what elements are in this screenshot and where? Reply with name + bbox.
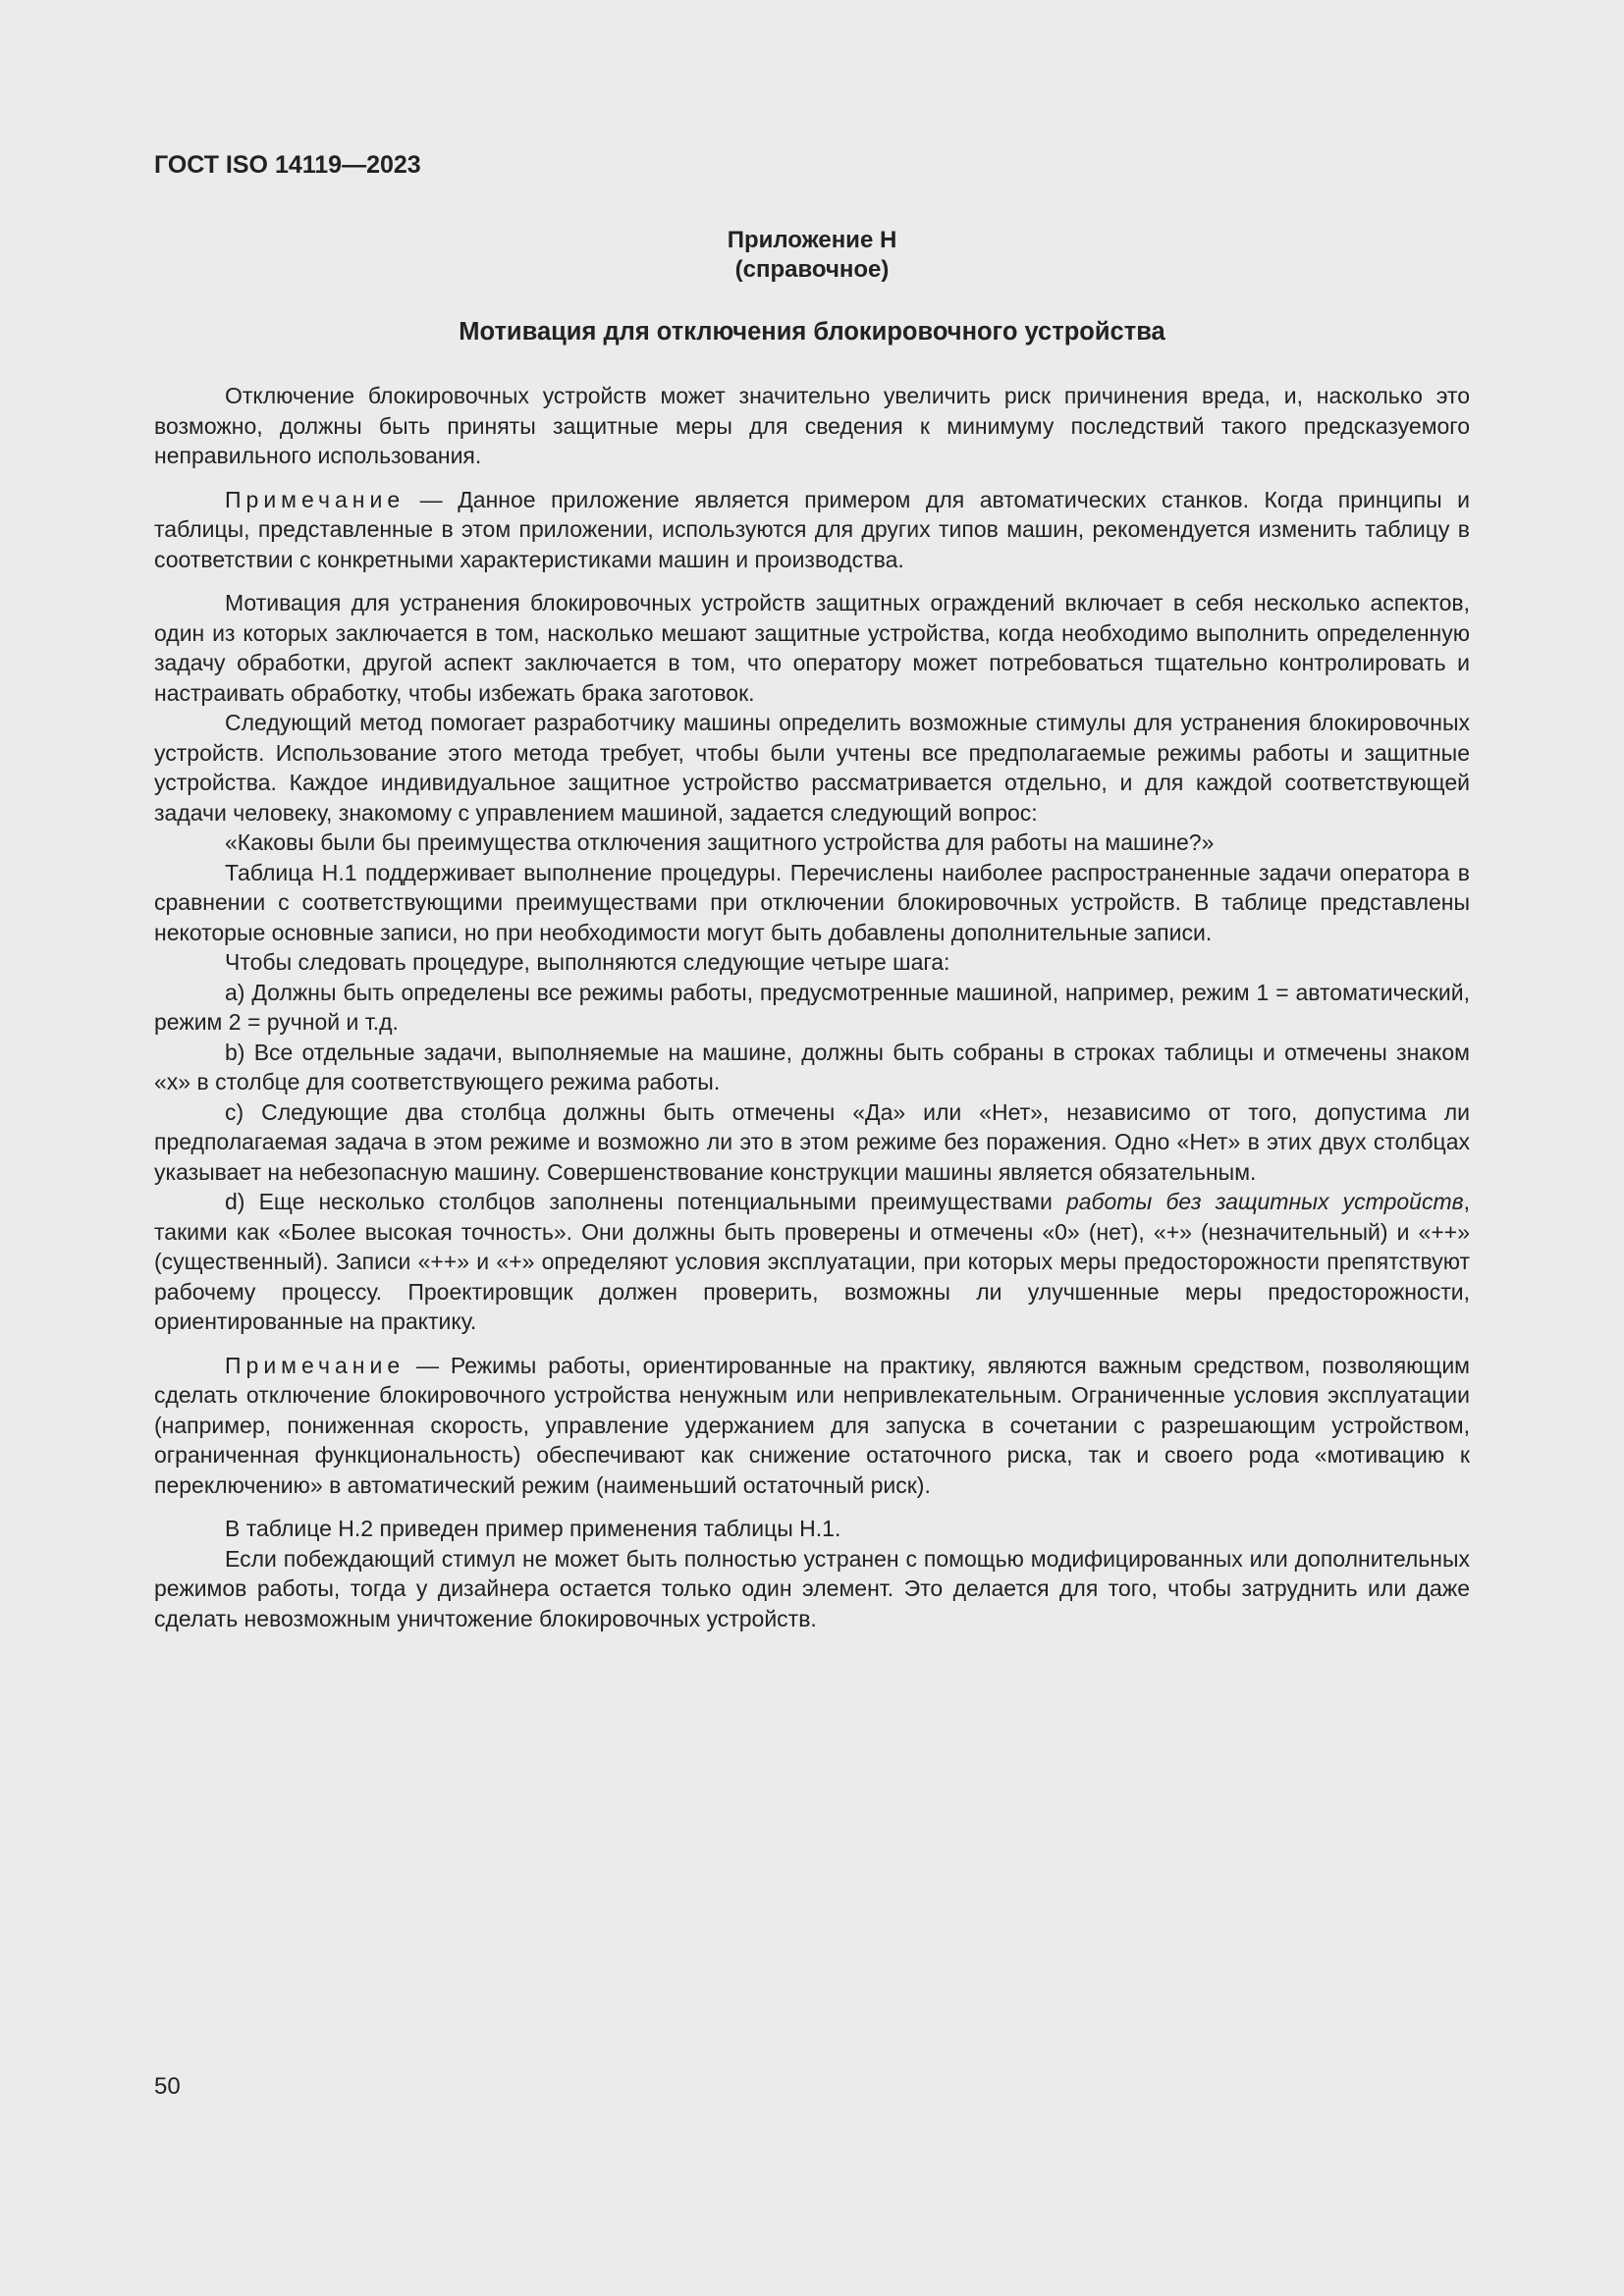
note-1 (154, 485, 1470, 575)
annex-title: Приложение Н (727, 227, 897, 253)
document-body (154, 381, 1470, 1633)
step-d-italic: работы без защитных устройств (1065, 1189, 1464, 1214)
note-2-text: — Режимы работы, ориентированные на практику, являются важным средством, позволяющим сделать отключение блокировочного устройства ненужным или непривлекательным. Ограниченные условия эксплуатации (например, пониженная скорость, управление удержанием для запуска в сочетании с разрешающим устройством, ограниченная функциональность) обеспечивают как снижение остаточного риска, так и своего рода «мотивацию к переключению» в автоматический режим (наименьший остаточный риск). (154, 1352, 1470, 1498)
step-c: c) Следующие два столбца должны быть отмечены «Да» или «Нет», независимо от того, допустима ли предполагаемая задача в этом режиме и возможно ли это в этом режиме без поражения. Одно «Нет» в этих двух столбцах указывает на небезопасную машину. Совершенствование конструкции машины является обязательным. (154, 1098, 1470, 1185)
section-heading: Мотивация для отключения блокировочного устройства (459, 318, 1165, 346)
annex-subtitle: (справочное) (734, 256, 890, 283)
document-header: ГОСТ ISO 14119—2023 (154, 151, 421, 179)
paragraph-method: Следующий метод помогает разработчику машины определить возможные стимулы для устранения блокировочных устройств. Использование этого метода требует, чтобы были учтены все предполагаемые режимы работы и защитные устройства. Каждое индивидуальное защитное устройство рассматривается отдельно, и для каждой соответствующей задачи человеку, знакомому с управлением машиной, задается следующий вопрос: (154, 710, 1470, 826)
note-1-text: — Данное приложение является примером для автоматических станков. Когда принципы и таблицы, представленные в этом приложении, используются для других типов машин, рекомендуется изменить таблицу в соответствии с конкретными характеристиками машин и производства. (154, 486, 1470, 572)
paragraph-intro: Отключение блокировочных устройств может значительно увеличить риск причинения вреда, и, насколько это возможно, должны быть приняты защитные меры для сведения к минимуму последствий такого предсказуемого неправильного использования. (154, 383, 1470, 468)
annex-title-block (154, 226, 1470, 285)
step-a: a) Должны быть определены все режимы работы, предусмотренные машиной, например, режим 1 = автоматический, режим 2 = ручной и т.д. (154, 979, 1470, 1035)
step-b: b) Все отдельные задачи, выполняемые на машине, должны быть собраны в строках таблицы и отмечены знаком «x» в столбце для соответствующего режима работы. (154, 1039, 1470, 1095)
paragraph-steps-intro: Чтобы следовать процедуре, выполняются следующие четыре шага: (225, 949, 950, 975)
paragraph-motivation: Мотивация для устранения блокировочных устройств защитных ограждений включает в себя несколько аспектов, один из которых заключается в том, насколько мешают защитные устройства, когда необходимо выполнить определенную задачу обработки, другой аспект заключается в том, что оператору может потребоваться тщательно контролировать и настраивать обработку, чтобы избежать брака заготовок. (154, 590, 1470, 706)
paragraph-conclusion: Если побеждающий стимул не может быть полностью устранен с помощью модифицированных или дополнительных режимов работы, тогда у дизайнера остается только один элемент. Это делается для того, чтобы затруднить или даже сделать невозможным уничтожение блокировочных устройств. (154, 1545, 1470, 1631)
paragraph-table-example: В таблице Н.2 приведен пример применения таблицы Н.1. (225, 1516, 841, 1541)
note-1-label: Примечание (225, 486, 406, 512)
step-d-post: , такими как «Более высокая точность». Они должны быть проверены и отмечены «0» (нет), «+» (незначительный) и «++» (существенный). Записи «++» и «+» определяют условия эксплуатации, при которых меры предосторожности препятствуют рабочему процессу. Проектировщик должен проверить, возможны ли улучшенные меры предосторожности, ориентированные на практику. (154, 1189, 1470, 1334)
note-2 (154, 1351, 1470, 1501)
step-d (154, 1187, 1470, 1337)
step-d-pre: d) Еще несколько столбцов заполнены потенциальными преимуществами (225, 1189, 1066, 1214)
paragraph-question: «Каковы были бы преимущества отключения защитного устройства для работы на машине?» (225, 829, 1215, 855)
paragraph-table-ref: Таблица Н.1 поддерживает выполнение процедуры. Перечислены наиболее распространенные задачи оператора в сравнении с соответствующими преимуществами при отключении блокировочных устройств. В таблице представлены некоторые основные записи, но при необходимости могут быть добавлены дополнительные записи. (154, 859, 1470, 945)
page-number: 50 (154, 2073, 181, 2100)
note-2-label: Примечание (225, 1352, 406, 1378)
